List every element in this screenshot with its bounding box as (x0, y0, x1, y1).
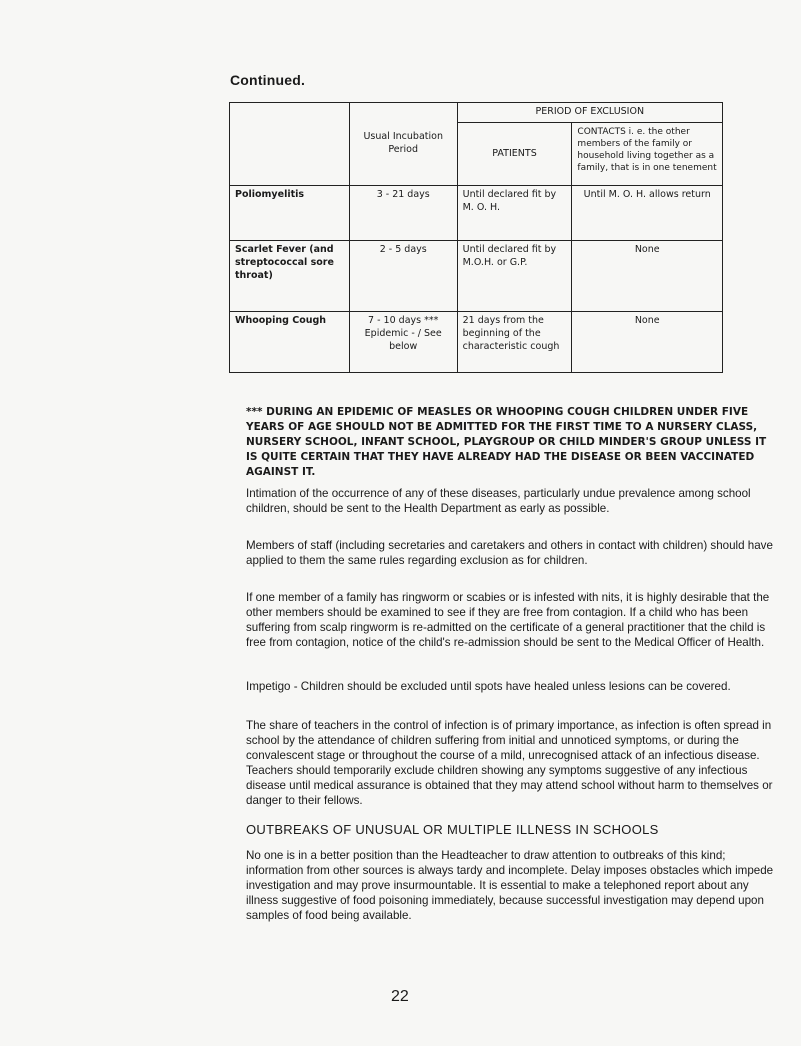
table-row (230, 241, 723, 312)
epidemic-notice: *** DURING AN EPIDEMIC OF MEASLES OR WHOOPING COUGH CHILDREN UNDER FIVE YEARS OF AGE SHOULD NOT BE ADMITTED FOR THE FIRST TIME TO A NURSERY CLASS, NURSERY SCHOOL, INFANT SCHOOL, PLAYGROUP OR CHILD MINDER'S GROUP UNLESS IT IS QUITE CERTAIN THAT THEY HAVE ALREADY HAD THE DISEASE OR BEEN VACCINATED AGAINST IT. (246, 406, 767, 478)
exclusion-header: PERIOD OF EXCLUSION (457, 103, 722, 123)
paragraph-outbreaks: No one is in a better position than the Headteacher to draw attention to outbreaks of this kind; information from other sources is always tardy and incomplete. Delay imposes obstacles which impede investigation and may prove insurmountable. It is essential to make a telephoned report about any illness suggestive of food poisoning immediately, because successful investigation may depend upon samples of food being available. (246, 849, 774, 922)
table-row (230, 186, 723, 241)
contacts-header: CONTACTS i. e. the other members of the family or household living together as a family, that is in one tenement (572, 123, 723, 186)
incubation-header: Usual Incubation Period (349, 103, 457, 186)
exclusion-table (229, 102, 723, 373)
table-row (230, 312, 723, 373)
incubation-cell: 7 - 10 days *** Epidemic - / See below (349, 312, 457, 373)
page-heading: Continued. (230, 72, 306, 88)
contacts-cell: None (572, 241, 723, 312)
incubation-cell: 2 - 5 days (349, 241, 457, 312)
paragraph-staff: Members of staff (including secretaries and caretakers and others in contact with children) should have applied to them the same rules regarding exclusion as for children. (246, 539, 773, 567)
section-subheading: OUTBREAKS OF UNUSUAL OR MULTIPLE ILLNESS IN SCHOOLS (246, 822, 659, 837)
paragraph-teachers: The share of teachers in the control of infection is of primary importance, as infection is often spread in school by the attendance of children suffering from initial and unnoticed symptoms, or during the convalescent stage or throughout the course of a mild, unrecognised attack of an infectious disease. Teachers should temporarily exclude children showing any symptoms suggestive of any infectious disease until medical assurance is obtained that they may attend school without harm to themselves or danger to their fellows. (246, 719, 773, 807)
table-corner-cell (230, 103, 350, 186)
disease-cell: Whooping Cough (230, 312, 350, 373)
patients-cell: Until declared fit by M. O. H. (457, 186, 572, 241)
patients-cell: 21 days from the beginning of the characteristic cough (457, 312, 572, 373)
page-number: 22 (391, 988, 409, 1005)
incubation-cell: 3 - 21 days (349, 186, 457, 241)
paragraph-impetigo: Impetigo - Children should be excluded until spots have healed unless lesions can be covered. (246, 680, 731, 693)
disease-cell: Scarlet Fever (and streptococcal sore throat) (230, 241, 350, 312)
patients-cell: Until declared fit by M.O.H. or G.P. (457, 241, 572, 312)
paragraph-ringworm: If one member of a family has ringworm or scabies or is infested with nits, it is highly desirable that the other members should be examined to see if they are free from contagion. If a child who has been suffering from scalp ringworm is re-admitted on the certificate of a general practitioner that the child is free from contagion, notice of the child's re-admission should be sent to the Medical Officer of Health. (246, 591, 770, 649)
contacts-cell: Until M. O. H. allows return (572, 186, 723, 241)
contacts-cell: None (572, 312, 723, 373)
paragraph-intimation: Intimation of the occurrence of any of these diseases, particularly undue prevalence among school children, should be sent to the Health Department as early as possible. (246, 487, 751, 515)
patients-header: PATIENTS (457, 123, 572, 186)
disease-cell: Poliomyelitis (230, 186, 350, 241)
